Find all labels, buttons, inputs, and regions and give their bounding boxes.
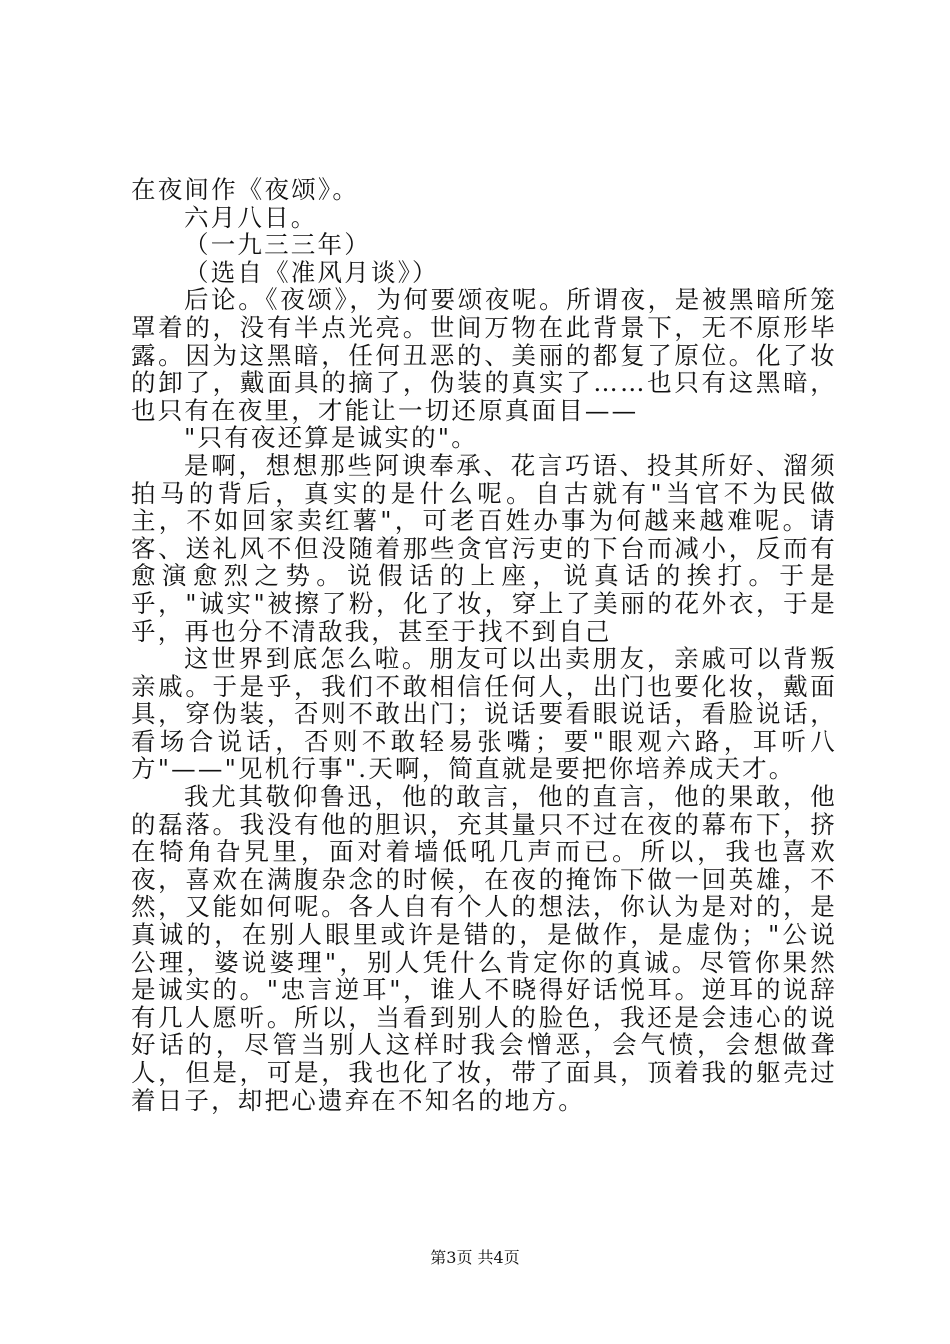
paragraph-4: （选自《准风月谈》） [184,257,439,287]
paragraph-6: "只有夜还算是诚实的"。 [184,423,478,453]
paragraph-2: 六月八日。 [184,202,318,232]
paragraph-3: （一九三三年） [184,230,371,260]
paragraph-9: 我尤其敬仰鲁迅，他的敢言，他的直言，他的果敢，他的磊落。我没有他的胆识，充其量只不过在夜的幕布下，挤在犄角旮旯里，面对着墙低吼几声而已。所以，我也喜欢夜，喜欢在满腹杂念的时候，在夜的掩饰下做一回英雄，不然，又能如何呢。各人自有个人的想法，你认为是对的，是真诚的，在别人眼里或许是错的，是做作，是虚伪；"公说公理，婆说婆理"，别人凭什么肯定你的真诚。尽管你果然是诚实的。"忠言逆耳"，谁人不晓得好话悦耳。逆耳的说辞有几人愿听。所以，当看到别人的脸色，我还是会违心的说好话的，尽管当别人这样时我会憎恶，会气愤，会想做聋人，但是，可是，我也化了妆，带了面具，顶着我的躯壳过着日子，却把心遗弃在不知名的地方。 [131,782,837,1115]
paragraph-5: 后论。《夜颂》，为何要颂夜呢。所谓夜，是被黑暗所笼罩着的，没有半点光亮。世间万物在此背景下，无不原形毕露。因为这黑暗，任何丑恶的、美丽的都复了原位。化了妆的卸了，戴面具的摘了，伪装的真实了……也只有这黑暗，也只有在夜里，才能让一切还原真面目—— [131,285,837,425]
paragraph-1: 在夜间作《夜颂》。 [131,175,360,204]
paragraph-8: 这世界到底怎么啦。朋友可以出卖朋友，亲戚可以背叛亲戚。于是乎，我们不敢相信任何人，出门也要化妆，戴面具，穿伪装，否则不敢出门；说话要看眼说话，看脸说话，看场合说话，否则不敢轻易张嘴；要"眼观六路，耳听八方"——"见机行事".天啊，简直就是要把你培养成天才。 [131,644,837,784]
document-body [131,176,837,1114]
paragraph-7: 是啊，想想那些阿谀奉承、花言巧语、投其所好、溜须拍马的背后，真实的是什么呢。自古就有"当官不为民做主，不如回家卖红薯"，可老百姓办事为何越来越难呢。请客、送礼风不但没随着那些贪官污吏的下台而减小，反而有愈演愈烈之势。说假话的上座，说真话的挨打。于是乎，"诚实"被擦了粉，化了妆，穿上了美丽的花外衣，于是乎，再也分不清敌我，甚至于找不到自己 [131,450,837,646]
page-number-footer: 第3页 共4页 [430,1248,520,1267]
